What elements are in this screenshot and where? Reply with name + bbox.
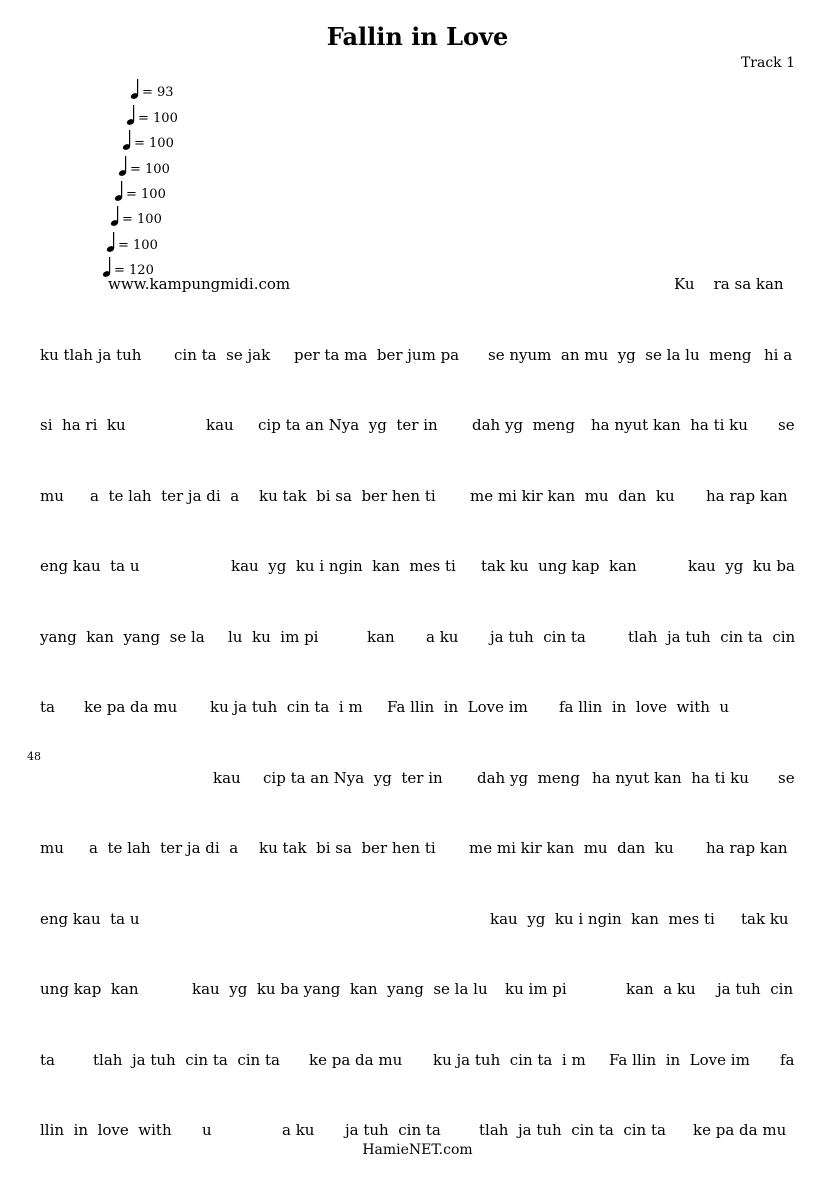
lyric-segment: kau yg ku ba yang kan yang se la lu [192, 980, 488, 998]
lyric-segment: ja tuh cin ta [345, 1121, 441, 1139]
tempo-value: = 100 [126, 187, 166, 202]
lyric-segment: tlah ja tuh cin ta cin [628, 628, 796, 646]
lyric-segment: fa llin in love with u [559, 698, 730, 716]
tempo-value: = 100 [138, 111, 178, 126]
lyric-segment: hi a [764, 346, 793, 364]
tempo-value: = 120 [114, 263, 154, 278]
lyric-segment: ke pa da mu [84, 698, 178, 716]
tempo-value: = 100 [118, 238, 158, 253]
quarter-note-icon [118, 155, 128, 177]
lyric-segment: kau yg ku ba [688, 557, 795, 575]
lyric-segment: tak ku ung kap kan [481, 557, 637, 575]
lyric-segment: me mi kir kan mu dan ku [470, 487, 675, 505]
lyric-line [40, 487, 796, 509]
lyric-segment: ke pa da mu [309, 1051, 403, 1069]
tempo-mark [114, 180, 166, 202]
lyric-segment: ku im pi [505, 980, 567, 998]
quarter-note-icon [126, 104, 136, 126]
tempo-value: = 93 [142, 85, 174, 100]
tempo-value: = 100 [122, 212, 162, 227]
quarter-note-icon [110, 205, 120, 227]
tempo-mark [106, 231, 158, 253]
lyric-segment: me mi kir kan mu dan ku [469, 839, 674, 857]
lyric-line [40, 346, 796, 368]
intro-lyric-line [40, 275, 796, 297]
lyric-line [40, 1051, 796, 1073]
lyric-segment: Fa llin in Love im [609, 1051, 750, 1069]
lyric-line [40, 628, 796, 650]
lyric-line [40, 416, 796, 438]
lyric-segment: ha nyut kan ha ti ku [591, 416, 748, 434]
quarter-note-icon [122, 129, 132, 151]
lyric-segment: eng kau ta u [40, 557, 140, 575]
tempo-value: = 100 [134, 136, 174, 151]
lyric-segment: tlah ja tuh cin ta cin ta [93, 1051, 280, 1069]
tempo-mark [110, 205, 162, 227]
lyric-segment: fa [780, 1051, 795, 1069]
lyric-segment: ha nyut kan ha ti ku [592, 769, 749, 787]
lyric-segment: per ta ma ber jum pa [294, 346, 460, 364]
lyric-segment: a te lah ter ja di a [90, 487, 240, 505]
lyric-segment: cip ta an Nya yg ter in [263, 769, 443, 787]
lyric-segment: u [202, 1121, 212, 1139]
lyric-segment: dah yg meng [472, 416, 575, 434]
lyric-segment: ung kap kan [40, 980, 139, 998]
track-label: Track 1 [740, 55, 795, 71]
tempo-mark [126, 104, 178, 126]
lyric-segment: ku tak bi sa ber hen ti [259, 487, 436, 505]
lyric-segment: a ku [282, 1121, 315, 1139]
tempo-mark [130, 78, 174, 100]
lyric-segment: cin ta se jak [174, 346, 271, 364]
lyric-segment: ha rap kan [706, 487, 788, 505]
lyric-line [40, 980, 796, 1002]
measure-number: 48 [27, 750, 41, 763]
lyric-segment: cip ta an Nya yg ter in [258, 416, 438, 434]
tempo-mark [122, 129, 174, 151]
lyric-segment: mu [40, 487, 64, 505]
lyric-segment: ha rap kan [706, 839, 788, 857]
lyric-segment: ja tuh cin [717, 980, 794, 998]
lyric-segment: dah yg meng [477, 769, 580, 787]
lyric-segment: a te lah ter ja di a [89, 839, 239, 857]
lyric-segment: ku ja tuh cin ta i m [433, 1051, 586, 1069]
source-url: www.kampungmidi.com [108, 275, 291, 293]
lyric-segment: se [778, 416, 795, 434]
lyric-line [40, 557, 796, 579]
page-title: Fallin in Love [326, 22, 509, 51]
lyric-segment: a ku [426, 628, 459, 646]
lyric-segment: se nyum an mu yg se la lu meng [488, 346, 752, 364]
lyric-segment: kau [206, 416, 234, 434]
tempo-value: = 100 [130, 162, 170, 177]
lyric-segment: se [778, 769, 795, 787]
quarter-note-icon [130, 78, 140, 100]
lyric-segment: tak ku [741, 910, 789, 928]
lyric-line [40, 910, 796, 932]
lyric-segment: yang kan yang se la [40, 628, 205, 646]
lyric-line [40, 698, 796, 720]
quarter-note-icon [106, 231, 116, 253]
lyric-segment: ku tak bi sa ber hen ti [259, 839, 436, 857]
lyric-segment: kan [367, 628, 395, 646]
lyric-line [40, 1121, 796, 1143]
lyric-line [40, 769, 796, 791]
lyric-segment: kau yg ku i ngin kan mes ti [231, 557, 456, 575]
lyric-segment: si ha ri ku [40, 416, 126, 434]
lyric-segment: ke pa da mu [693, 1121, 787, 1139]
lyric-line [40, 839, 796, 861]
lyric-segment: eng kau ta u [40, 910, 140, 928]
lyric-segment: Fa llin in Love im [387, 698, 528, 716]
lyric-segment: kau yg ku i ngin kan mes ti [490, 910, 715, 928]
lyric-segment: tlah ja tuh cin ta cin ta [479, 1121, 666, 1139]
lyric-segment: Ku ra sa kan [674, 275, 784, 293]
lyric-segment: kau [213, 769, 241, 787]
lyric-segment: ta [40, 698, 55, 716]
quarter-note-icon [114, 180, 124, 202]
lyric-segment: ku ja tuh cin ta i m [210, 698, 363, 716]
lyric-segment: kan a ku [626, 980, 696, 998]
lyric-segment: ku tlah ja tuh [40, 346, 142, 364]
footer-credit: HamieNET.com [362, 1142, 473, 1158]
lyric-segment: llin in love with [40, 1121, 172, 1139]
lyric-segment: ja tuh cin ta [490, 628, 586, 646]
tempo-mark [118, 155, 170, 177]
lyric-segment: ta [40, 1051, 55, 1069]
lyric-segment: mu [40, 839, 64, 857]
lyric-segment: lu ku im pi [228, 628, 319, 646]
